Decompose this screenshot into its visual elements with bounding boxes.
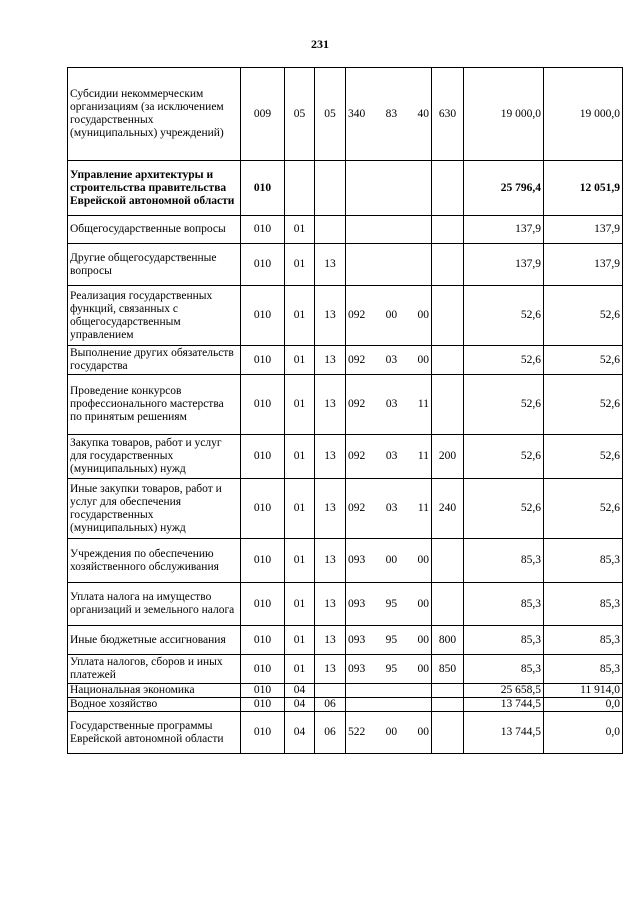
section-code-cell (285, 161, 315, 216)
subsection-code-cell (315, 684, 346, 698)
item-name-cell: Уплата налога на имущество организаций и земельного налога (68, 583, 241, 626)
target-item-code-cell (346, 346, 432, 375)
ved-code-cell: 010 (241, 244, 285, 286)
target-item-code-part: 00 (385, 309, 398, 321)
ved-code-cell: 010 (241, 583, 285, 626)
target-item-code-cell (346, 712, 432, 754)
target-item-code-part: 092 (348, 309, 366, 321)
amount-cell-1: 85,3 (464, 655, 544, 684)
target-item-code-cell (346, 68, 432, 161)
item-name-cell: Реализация государственных функций, связанных с общегосударственным управлением (68, 286, 241, 346)
table-row (68, 583, 623, 626)
section-code-cell: 04 (285, 684, 315, 698)
expense-type-code-cell (432, 286, 464, 346)
target-item-code-cell (346, 435, 432, 479)
target-item-code-part: 00 (417, 597, 429, 610)
section-code-cell: 01 (285, 626, 315, 655)
item-name-cell: Водное хозяйство (68, 698, 241, 712)
section-code-cell: 01 (285, 539, 315, 583)
section-code-cell: 01 (285, 435, 315, 479)
amount-cell-1: 85,3 (464, 539, 544, 583)
amount-cell-1: 85,3 (464, 626, 544, 655)
table-row (68, 539, 623, 583)
target-item-code (348, 398, 429, 411)
target-item-code-part: 11 (417, 450, 429, 462)
target-item-code-cell (346, 698, 432, 712)
target-item-code-part: 00 (417, 662, 429, 675)
expense-type-code-cell (432, 539, 464, 583)
expense-type-code-cell: 240 (432, 479, 464, 539)
expense-type-code-cell: 850 (432, 655, 464, 684)
table-row (68, 375, 623, 435)
target-item-code-part: 092 (348, 353, 366, 366)
target-item-code-part: 03 (385, 450, 398, 462)
target-item-code-part: 522 (348, 726, 366, 738)
target-item-code-part: 00 (417, 309, 429, 321)
target-item-code (348, 450, 429, 463)
target-item-code-part: 00 (385, 726, 398, 738)
table-row (68, 435, 623, 479)
target-item-code-cell (346, 583, 432, 626)
target-item-code-part: 03 (385, 398, 398, 410)
subsection-code-cell (315, 161, 346, 216)
expense-type-code-cell: 200 (432, 435, 464, 479)
target-item-code (348, 309, 429, 322)
ved-code-cell: 010 (241, 216, 285, 244)
amount-cell-2: 0,0 (544, 698, 623, 712)
section-code-cell: 01 (285, 479, 315, 539)
amount-cell-1: 85,3 (464, 583, 544, 626)
amount-cell-2: 52,6 (544, 346, 623, 375)
expense-type-code-cell (432, 375, 464, 435)
ved-code-cell: 009 (241, 68, 285, 161)
target-item-code-part: 092 (348, 398, 366, 410)
amount-cell-1: 137,9 (464, 244, 544, 286)
section-code-cell: 01 (285, 286, 315, 346)
table-row (68, 684, 623, 698)
target-item-code-cell (346, 655, 432, 684)
amount-cell-1: 137,9 (464, 216, 544, 244)
table-row (68, 655, 623, 684)
ved-code-cell: 010 (241, 698, 285, 712)
item-name-cell: Государственные программы Еврейской автономной области (68, 712, 241, 754)
ved-code-cell: 010 (241, 626, 285, 655)
item-name-cell: Проведение конкурсов профессионального мастерства по принятым решениям (68, 375, 241, 435)
target-item-code-part: 95 (385, 633, 398, 646)
table-row (68, 698, 623, 712)
target-item-code-part: 95 (385, 597, 398, 610)
target-item-code-part: 40 (417, 107, 429, 120)
target-item-code-part: 00 (385, 554, 398, 566)
target-item-code-cell (346, 479, 432, 539)
subsection-code-cell: 06 (315, 698, 346, 712)
section-code-cell: 04 (285, 698, 315, 712)
amount-cell-1: 25 658,5 (464, 684, 544, 698)
expense-type-code-cell (432, 216, 464, 244)
target-item-code-cell (346, 286, 432, 346)
target-item-code (348, 554, 429, 567)
amount-cell-1: 52,6 (464, 375, 544, 435)
subsection-code-cell: 13 (315, 655, 346, 684)
table-row (68, 286, 623, 346)
target-item-code-part: 093 (348, 662, 366, 675)
subsection-code-cell: 06 (315, 712, 346, 754)
amount-cell-2: 137,9 (544, 244, 623, 286)
target-item-code-cell (346, 626, 432, 655)
amount-cell-1: 52,6 (464, 479, 544, 539)
item-name-cell: Управление архитектуры и строительства правительства Еврейской автономной области (68, 161, 241, 216)
section-code-cell: 01 (285, 244, 315, 286)
section-code-cell: 01 (285, 375, 315, 435)
subsection-code-cell: 13 (315, 375, 346, 435)
table-row (68, 161, 623, 216)
item-name-cell: Иные закупки товаров, работ и услуг для обеспечения государственных (муниципальных) нужд (68, 479, 241, 539)
amount-cell-2: 11 914,0 (544, 684, 623, 698)
table-row (68, 479, 623, 539)
subsection-code-cell: 05 (315, 68, 346, 161)
ved-code-cell: 010 (241, 286, 285, 346)
target-item-code (348, 502, 429, 515)
section-code-cell: 01 (285, 346, 315, 375)
target-item-code-part: 340 (348, 107, 366, 120)
target-item-code (348, 354, 429, 367)
subsection-code-cell: 13 (315, 539, 346, 583)
amount-cell-2: 137,9 (544, 216, 623, 244)
page-number: 231 (311, 37, 329, 51)
target-item-code-part: 11 (417, 502, 429, 514)
target-item-code (348, 598, 429, 611)
expense-type-code-cell (432, 583, 464, 626)
target-item-code-cell (346, 216, 432, 244)
target-item-code-cell (346, 684, 432, 698)
ved-code-cell: 010 (241, 161, 285, 216)
target-item-code (348, 108, 429, 121)
item-name-cell: Учреждения по обеспечению хозяйственного обслуживания (68, 539, 241, 583)
target-item-code-part: 03 (385, 502, 398, 514)
amount-cell-2: 52,6 (544, 479, 623, 539)
section-code-cell: 04 (285, 712, 315, 754)
item-name-cell: Национальная экономика (68, 684, 241, 698)
amount-cell-1: 52,6 (464, 435, 544, 479)
target-item-code-part: 093 (348, 633, 366, 646)
amount-cell-1: 52,6 (464, 346, 544, 375)
ved-code-cell: 010 (241, 435, 285, 479)
target-item-code-part: 093 (348, 554, 366, 566)
subsection-code-cell: 13 (315, 286, 346, 346)
section-code-cell: 01 (285, 655, 315, 684)
target-item-code (348, 726, 429, 739)
subsection-code-cell: 13 (315, 479, 346, 539)
target-item-code-cell (346, 539, 432, 583)
amount-cell-2: 12 051,9 (544, 161, 623, 216)
target-item-code-part: 00 (417, 353, 429, 366)
amount-cell-2: 52,6 (544, 435, 623, 479)
target-item-code-part: 00 (417, 633, 429, 646)
table-row (68, 346, 623, 375)
target-item-code-cell (346, 375, 432, 435)
subsection-code-cell: 13 (315, 626, 346, 655)
amount-cell-2: 19 000,0 (544, 68, 623, 161)
amount-cell-2: 85,3 (544, 583, 623, 626)
ved-code-cell: 010 (241, 479, 285, 539)
amount-cell-1: 25 796,4 (464, 161, 544, 216)
target-item-code-part: 092 (348, 450, 366, 462)
target-item-code-part: 83 (385, 107, 398, 120)
expense-type-code-cell: 800 (432, 626, 464, 655)
ved-code-cell: 010 (241, 712, 285, 754)
target-item-code-part: 093 (348, 597, 366, 610)
target-item-code-part: 95 (385, 662, 398, 675)
target-item-code-part: 00 (417, 726, 429, 738)
target-item-code-part: 092 (348, 502, 366, 514)
subsection-code-cell: 13 (315, 435, 346, 479)
section-code-cell: 05 (285, 68, 315, 161)
table-row (68, 68, 623, 161)
amount-cell-1: 52,6 (464, 286, 544, 346)
subsection-code-cell (315, 216, 346, 244)
target-item-code-part: 11 (417, 398, 429, 410)
amount-cell-1: 13 744,5 (464, 712, 544, 754)
item-name-cell: Другие общегосударственные вопросы (68, 244, 241, 286)
item-name-cell: Общегосударственные вопросы (68, 216, 241, 244)
table-row (68, 626, 623, 655)
amount-cell-2: 85,3 (544, 626, 623, 655)
section-code-cell: 01 (285, 216, 315, 244)
table-body (68, 68, 623, 754)
expense-type-code-cell (432, 161, 464, 216)
expense-type-code-cell: 630 (432, 68, 464, 161)
amount-cell-1: 19 000,0 (464, 68, 544, 161)
target-item-code-part: 03 (385, 353, 398, 366)
item-name-cell: Выполнение других обязательств государства (68, 346, 241, 375)
ved-code-cell: 010 (241, 375, 285, 435)
subsection-code-cell: 13 (315, 346, 346, 375)
section-code-cell: 01 (285, 583, 315, 626)
target-item-code (348, 634, 429, 647)
ved-code-cell: 010 (241, 655, 285, 684)
expense-type-code-cell (432, 712, 464, 754)
amount-cell-2: 52,6 (544, 375, 623, 435)
budget-table (67, 67, 623, 754)
ved-code-cell: 010 (241, 684, 285, 698)
item-name-cell: Закупка товаров, работ и услуг для государственных (муниципальных) нужд (68, 435, 241, 479)
ved-code-cell: 010 (241, 346, 285, 375)
target-item-code-part: 00 (417, 554, 429, 566)
item-name-cell: Иные бюджетные ассигнования (68, 626, 241, 655)
expense-type-code-cell (432, 346, 464, 375)
table-row (68, 216, 623, 244)
target-item-code (348, 663, 429, 676)
subsection-code-cell: 13 (315, 244, 346, 286)
ved-code-cell: 010 (241, 539, 285, 583)
amount-cell-2: 85,3 (544, 539, 623, 583)
expense-type-code-cell (432, 244, 464, 286)
target-item-code-cell (346, 244, 432, 286)
item-name-cell: Субсидии некоммерческим организациям (за исключением государственных (муниципальных) учреждений) (68, 68, 241, 161)
table-row (68, 712, 623, 754)
amount-cell-2: 85,3 (544, 655, 623, 684)
amount-cell-2: 52,6 (544, 286, 623, 346)
expense-type-code-cell (432, 684, 464, 698)
table-row (68, 244, 623, 286)
expense-type-code-cell (432, 698, 464, 712)
target-item-code-cell (346, 161, 432, 216)
amount-cell-2: 0,0 (544, 712, 623, 754)
subsection-code-cell: 13 (315, 583, 346, 626)
item-name-cell: Уплата налогов, сборов и иных платежей (68, 655, 241, 684)
amount-cell-1: 13 744,5 (464, 698, 544, 712)
